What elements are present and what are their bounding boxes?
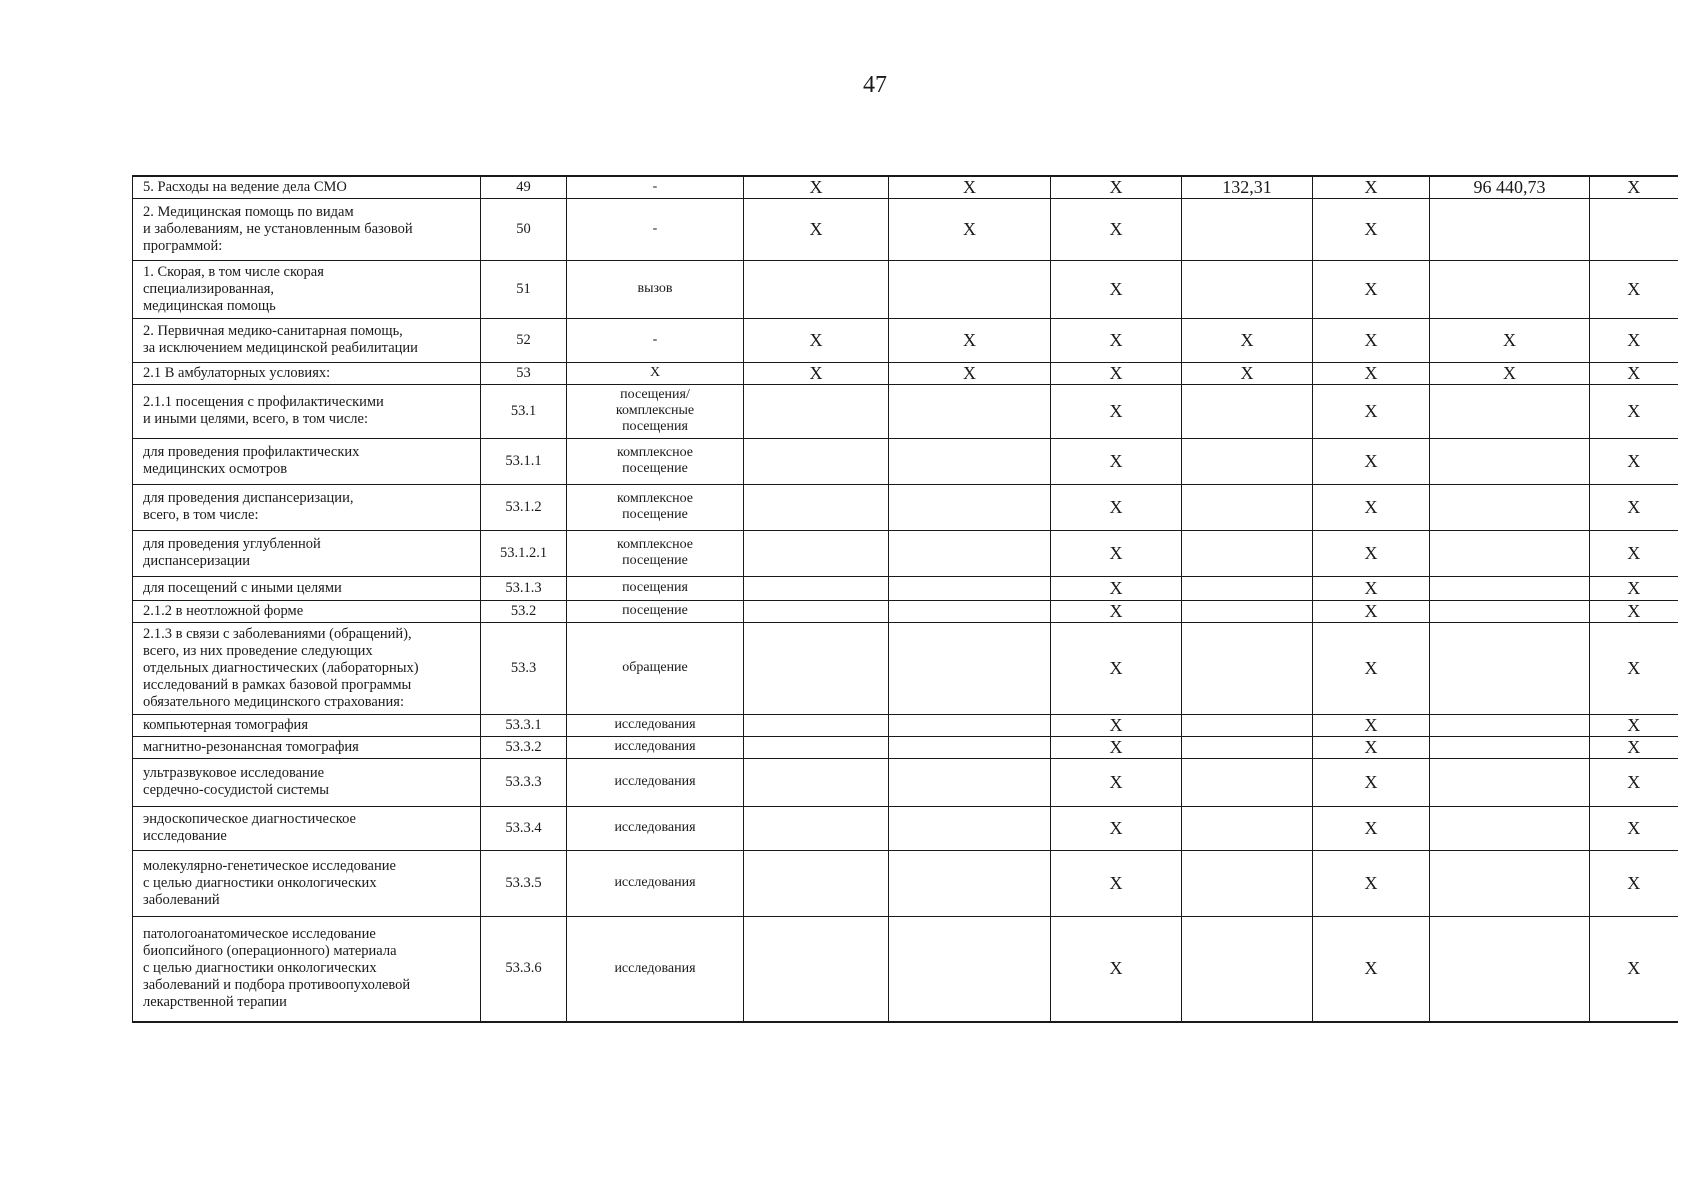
row-value-cell: X bbox=[1313, 484, 1430, 530]
row-value-cell bbox=[889, 758, 1051, 806]
row-value-cell: X bbox=[1430, 318, 1590, 362]
row-value-cell: X bbox=[1313, 362, 1430, 384]
row-unit-cell: вызов bbox=[567, 260, 744, 318]
row-value-cell bbox=[1182, 714, 1313, 736]
row-value-cell: X bbox=[1313, 260, 1430, 318]
table-row bbox=[133, 736, 1678, 758]
row-value-cell bbox=[744, 260, 889, 318]
table-row bbox=[133, 600, 1678, 622]
row-value-cell: X bbox=[1313, 576, 1430, 600]
row-name-cell: компьютерная томография bbox=[133, 714, 481, 736]
row-value-cell bbox=[889, 384, 1051, 438]
row-value-cell: X bbox=[1590, 384, 1678, 438]
row-code-cell: 52 bbox=[481, 318, 567, 362]
row-value-cell: X bbox=[1313, 736, 1430, 758]
row-code-cell: 51 bbox=[481, 260, 567, 318]
row-value-cell bbox=[889, 736, 1051, 758]
row-value-cell: X bbox=[1590, 622, 1678, 714]
row-value-cell: X bbox=[1313, 758, 1430, 806]
row-value-cell bbox=[889, 622, 1051, 714]
row-code-cell: 53.1.2.1 bbox=[481, 530, 567, 576]
row-value-cell: X bbox=[889, 176, 1051, 198]
row-code-cell: 53.1.3 bbox=[481, 576, 567, 600]
row-value-cell bbox=[889, 260, 1051, 318]
row-unit-cell: посещение bbox=[567, 600, 744, 622]
row-code-cell: 53 bbox=[481, 362, 567, 384]
row-value-cell bbox=[744, 736, 889, 758]
row-value-cell: X bbox=[744, 176, 889, 198]
row-value-cell bbox=[1182, 622, 1313, 714]
row-value-cell bbox=[889, 916, 1051, 1022]
row-code-cell: 53.3.1 bbox=[481, 714, 567, 736]
row-value-cell: X bbox=[1182, 362, 1313, 384]
row-value-cell: X bbox=[1051, 806, 1182, 850]
row-value-cell: X bbox=[1051, 916, 1182, 1022]
row-value-cell: X bbox=[1051, 438, 1182, 484]
row-value-cell: X bbox=[1313, 198, 1430, 260]
table-row bbox=[133, 484, 1678, 530]
row-unit-cell: исследования bbox=[567, 758, 744, 806]
row-name-cell: для проведения углубленной диспансеризации bbox=[133, 530, 481, 576]
row-value-cell bbox=[1430, 384, 1590, 438]
row-name-cell: эндоскопическое диагностическое исследование bbox=[133, 806, 481, 850]
row-value-cell: X bbox=[1590, 438, 1678, 484]
row-value-cell bbox=[1182, 384, 1313, 438]
row-value-cell: X bbox=[1313, 438, 1430, 484]
table-row bbox=[133, 198, 1678, 260]
row-value-cell: X bbox=[1590, 530, 1678, 576]
row-value-cell bbox=[744, 384, 889, 438]
row-value-cell: X bbox=[1051, 530, 1182, 576]
row-value-cell bbox=[744, 484, 889, 530]
row-unit-cell: исследования bbox=[567, 806, 744, 850]
row-unit-cell: - bbox=[567, 176, 744, 198]
row-value-cell bbox=[1182, 736, 1313, 758]
table-row bbox=[133, 758, 1678, 806]
row-unit-cell: - bbox=[567, 198, 744, 260]
row-value-cell: 96 440,73 bbox=[1430, 176, 1590, 198]
row-value-cell: X bbox=[1590, 916, 1678, 1022]
row-value-cell bbox=[889, 714, 1051, 736]
row-value-cell bbox=[1430, 736, 1590, 758]
row-value-cell bbox=[1430, 916, 1590, 1022]
row-unit-cell: исследования bbox=[567, 916, 744, 1022]
row-value-cell bbox=[1430, 806, 1590, 850]
row-value-cell: X bbox=[1313, 176, 1430, 198]
row-value-cell bbox=[744, 850, 889, 916]
row-value-cell: X bbox=[744, 318, 889, 362]
row-name-cell: 2. Первичная медико-санитарная помощь, за исключением медицинской реабилитации bbox=[133, 318, 481, 362]
row-value-cell: X bbox=[889, 198, 1051, 260]
row-value-cell bbox=[1182, 260, 1313, 318]
row-name-cell: 2.1.1 посещения с профилактическими и иными целями, всего, в том числе: bbox=[133, 384, 481, 438]
table-row bbox=[133, 850, 1678, 916]
row-name-cell: 2. Медицинская помощь по видам и заболеваниям, не установленным базовой программой: bbox=[133, 198, 481, 260]
row-name-cell: магнитно-резонансная томография bbox=[133, 736, 481, 758]
row-unit-cell: комплексное посещение bbox=[567, 530, 744, 576]
table-row bbox=[133, 438, 1678, 484]
row-name-cell: 1. Скорая, в том числе скорая специализированная, медицинская помощь bbox=[133, 260, 481, 318]
row-name-cell: 2.1.3 в связи с заболеваниями (обращений), всего, из них проведение следующих отдельных диагностических (лабораторных) исследований в рамках базовой программы обязательного медицинского страхования: bbox=[133, 622, 481, 714]
row-code-cell: 53.3.3 bbox=[481, 758, 567, 806]
row-value-cell bbox=[1182, 576, 1313, 600]
row-value-cell: X bbox=[1051, 176, 1182, 198]
row-value-cell bbox=[889, 850, 1051, 916]
row-value-cell: X bbox=[1590, 600, 1678, 622]
row-value-cell bbox=[1182, 484, 1313, 530]
row-name-cell: 5. Расходы на ведение дела СМО bbox=[133, 176, 481, 198]
row-value-cell bbox=[744, 622, 889, 714]
row-value-cell: X bbox=[1313, 622, 1430, 714]
row-value-cell: X bbox=[1051, 622, 1182, 714]
table-body bbox=[133, 176, 1678, 1022]
table-row bbox=[133, 622, 1678, 714]
row-code-cell: 53.2 bbox=[481, 600, 567, 622]
table-row bbox=[133, 916, 1678, 1022]
row-value-cell: X bbox=[1051, 736, 1182, 758]
row-name-cell: для проведения диспансеризации, всего, в том числе: bbox=[133, 484, 481, 530]
row-value-cell bbox=[889, 484, 1051, 530]
table-row bbox=[133, 806, 1678, 850]
row-value-cell bbox=[1182, 916, 1313, 1022]
row-value-cell bbox=[744, 806, 889, 850]
row-value-cell: X bbox=[1051, 600, 1182, 622]
row-value-cell: X bbox=[1051, 198, 1182, 260]
row-value-cell bbox=[744, 916, 889, 1022]
table-row bbox=[133, 714, 1678, 736]
row-unit-cell: исследования bbox=[567, 850, 744, 916]
row-value-cell: X bbox=[1590, 484, 1678, 530]
table-row bbox=[133, 362, 1678, 384]
row-unit-cell: исследования bbox=[567, 714, 744, 736]
table-row bbox=[133, 576, 1678, 600]
row-name-cell: патологоанатомическое исследование биопсийного (операционного) материала с целью диагностики онкологических заболеваний и подбора противоопухолевой лекарственной терапии bbox=[133, 916, 481, 1022]
row-code-cell: 53.1.2 bbox=[481, 484, 567, 530]
row-value-cell bbox=[744, 758, 889, 806]
row-value-cell bbox=[889, 806, 1051, 850]
row-value-cell: X bbox=[889, 318, 1051, 362]
row-value-cell: X bbox=[1051, 714, 1182, 736]
row-value-cell bbox=[1182, 530, 1313, 576]
row-name-cell: ультразвуковое исследование сердечно-сосудистой системы bbox=[133, 758, 481, 806]
row-value-cell bbox=[744, 530, 889, 576]
row-value-cell: X bbox=[1313, 318, 1430, 362]
row-name-cell: 2.1.2 в неотложной форме bbox=[133, 600, 481, 622]
row-unit-cell: X bbox=[567, 362, 744, 384]
data-table bbox=[132, 175, 1678, 1023]
row-value-cell: X bbox=[1313, 916, 1430, 1022]
row-name-cell: молекулярно-генетическое исследование с целью диагностики онкологических заболеваний bbox=[133, 850, 481, 916]
row-value-cell bbox=[1430, 530, 1590, 576]
row-value-cell: X bbox=[1051, 850, 1182, 916]
row-value-cell: X bbox=[1051, 758, 1182, 806]
row-value-cell bbox=[889, 576, 1051, 600]
row-value-cell bbox=[1182, 806, 1313, 850]
row-name-cell: для посещений с иными целями bbox=[133, 576, 481, 600]
row-code-cell: 49 bbox=[481, 176, 567, 198]
row-value-cell: X bbox=[1051, 576, 1182, 600]
row-unit-cell: посещения bbox=[567, 576, 744, 600]
row-unit-cell: - bbox=[567, 318, 744, 362]
row-value-cell: X bbox=[1313, 850, 1430, 916]
row-unit-cell: посещения/ комплексные посещения bbox=[567, 384, 744, 438]
row-unit-cell: исследования bbox=[567, 736, 744, 758]
table-row bbox=[133, 318, 1678, 362]
page-number: 47 bbox=[863, 72, 887, 98]
row-value-cell: X bbox=[1313, 806, 1430, 850]
row-value-cell: X bbox=[1051, 384, 1182, 438]
row-value-cell: X bbox=[1313, 530, 1430, 576]
row-value-cell: X bbox=[1182, 318, 1313, 362]
row-value-cell: X bbox=[1590, 806, 1678, 850]
row-value-cell bbox=[1430, 198, 1590, 260]
row-value-cell bbox=[1182, 198, 1313, 260]
row-value-cell: X bbox=[1590, 362, 1678, 384]
row-value-cell: X bbox=[1051, 362, 1182, 384]
row-value-cell: X bbox=[1590, 850, 1678, 916]
row-code-cell: 53.3.6 bbox=[481, 916, 567, 1022]
row-code-cell: 53.1 bbox=[481, 384, 567, 438]
row-value-cell: X bbox=[1051, 318, 1182, 362]
table-row bbox=[133, 384, 1678, 438]
table-row bbox=[133, 260, 1678, 318]
row-unit-cell: обращение bbox=[567, 622, 744, 714]
row-value-cell: X bbox=[1590, 260, 1678, 318]
row-name-cell: для проведения профилактических медицинских осмотров bbox=[133, 438, 481, 484]
row-value-cell bbox=[1430, 758, 1590, 806]
row-value-cell: 132,31 bbox=[1182, 176, 1313, 198]
table-row bbox=[133, 176, 1678, 198]
row-value-cell bbox=[1590, 198, 1678, 260]
row-value-cell bbox=[744, 714, 889, 736]
row-value-cell: X bbox=[1430, 362, 1590, 384]
row-value-cell bbox=[744, 600, 889, 622]
row-value-cell: X bbox=[1590, 176, 1678, 198]
row-value-cell: X bbox=[1590, 318, 1678, 362]
row-value-cell: X bbox=[1313, 714, 1430, 736]
row-name-cell: 2.1 В амбулаторных условиях: bbox=[133, 362, 481, 384]
row-value-cell: X bbox=[1590, 758, 1678, 806]
row-unit-cell: комплексное посещение bbox=[567, 484, 744, 530]
row-value-cell: X bbox=[1590, 714, 1678, 736]
row-value-cell: X bbox=[1590, 736, 1678, 758]
row-code-cell: 53.3 bbox=[481, 622, 567, 714]
row-value-cell bbox=[1182, 600, 1313, 622]
row-value-cell bbox=[1430, 714, 1590, 736]
row-unit-cell: комплексное посещение bbox=[567, 438, 744, 484]
row-value-cell bbox=[1430, 600, 1590, 622]
row-value-cell bbox=[1182, 850, 1313, 916]
row-value-cell bbox=[1430, 622, 1590, 714]
row-value-cell: X bbox=[1313, 384, 1430, 438]
table-row bbox=[133, 530, 1678, 576]
row-value-cell: X bbox=[1051, 260, 1182, 318]
row-value-cell bbox=[1430, 260, 1590, 318]
row-value-cell bbox=[1430, 576, 1590, 600]
row-value-cell bbox=[1430, 850, 1590, 916]
row-value-cell bbox=[1182, 758, 1313, 806]
row-value-cell: X bbox=[1590, 576, 1678, 600]
row-value-cell bbox=[889, 600, 1051, 622]
row-value-cell: X bbox=[744, 362, 889, 384]
row-value-cell bbox=[744, 438, 889, 484]
row-value-cell bbox=[744, 576, 889, 600]
row-code-cell: 50 bbox=[481, 198, 567, 260]
row-code-cell: 53.3.4 bbox=[481, 806, 567, 850]
row-value-cell: X bbox=[1051, 484, 1182, 530]
row-value-cell bbox=[889, 530, 1051, 576]
row-value-cell bbox=[1430, 438, 1590, 484]
row-value-cell: X bbox=[744, 198, 889, 260]
row-code-cell: 53.1.1 bbox=[481, 438, 567, 484]
row-code-cell: 53.3.2 bbox=[481, 736, 567, 758]
row-code-cell: 53.3.5 bbox=[481, 850, 567, 916]
row-value-cell bbox=[889, 438, 1051, 484]
row-value-cell bbox=[1182, 438, 1313, 484]
row-value-cell: X bbox=[1313, 600, 1430, 622]
row-value-cell bbox=[1430, 484, 1590, 530]
row-value-cell: X bbox=[889, 362, 1051, 384]
